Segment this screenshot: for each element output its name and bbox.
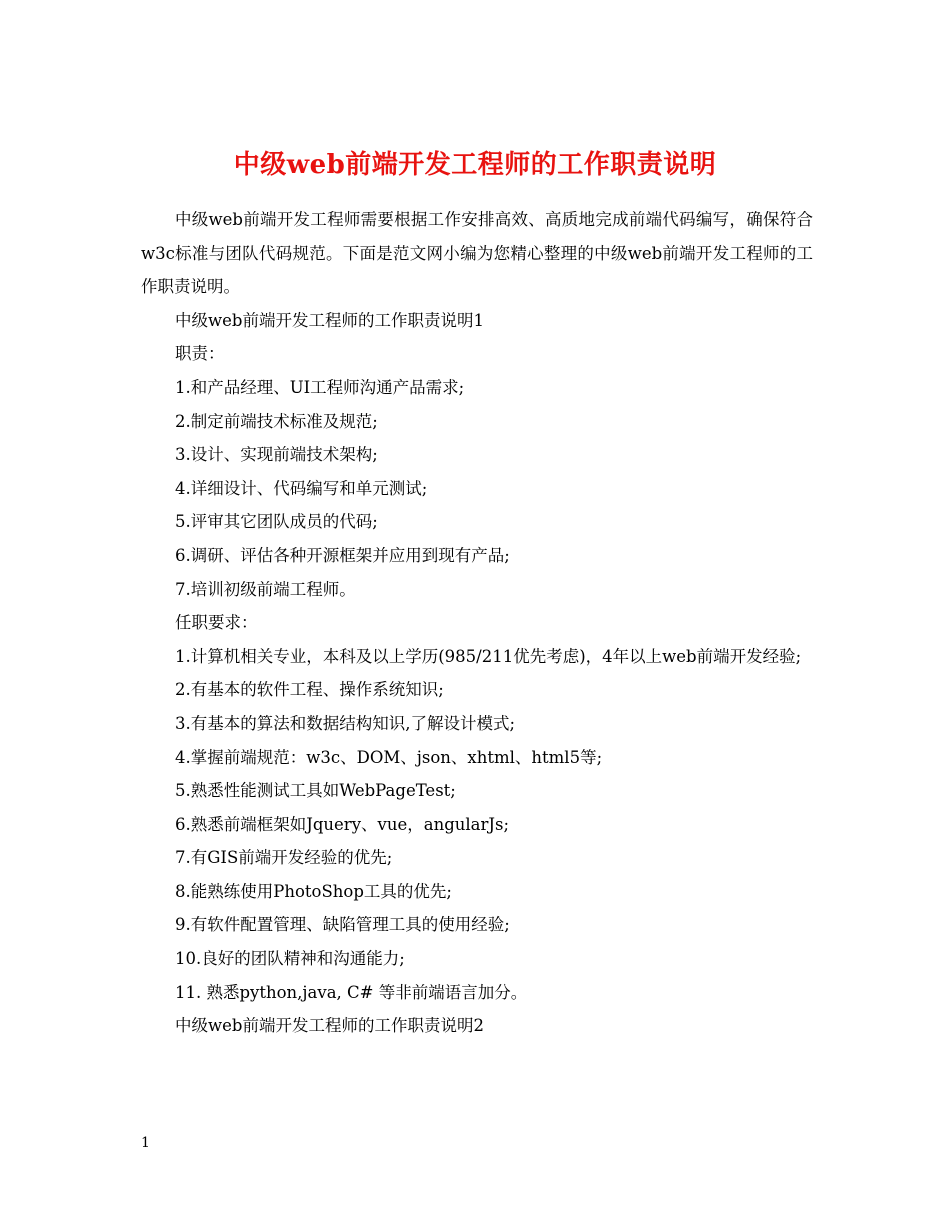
list-item: 8.能熟练使用PhotoShop工具的优先; [175,881,452,901]
list-item: 4.掌握前端规范：w3c、DOM、json、xhtml、html5等; [175,747,603,767]
list-item: 5.熟悉性能测试工具如WebPageTest; [175,781,456,801]
list-item: 1.计算机相关专业，本科及以上学历(985/211优先考虑)，4年以上web前端开发经验; [175,646,802,666]
responsibilities-label: 职责： [175,344,225,364]
list-item: 6.熟悉前端框架如Jquery、vue，angularJs; [175,814,510,834]
list-item: 2.有基本的软件工程、操作系统知识; [175,680,444,700]
list-item: 11. 熟悉python,java, C# 等非前端语言加分。 [175,982,528,1002]
list-item: 5.评审其它团队成员的代码; [175,512,378,532]
list-item: 2.制定前端技术标准及规范; [175,411,378,431]
list-item: 10.良好的团队精神和沟通能力; [175,949,405,969]
section-heading-2: 中级web前端开发工程师的工作职责说明2 [175,1016,484,1036]
list-item: 1.和产品经理、UI工程师沟通产品需求; [175,377,465,397]
document-body [141,203,813,1043]
list-item: 7.有GIS前端开发经验的优先; [175,848,393,868]
section-heading-1: 中级web前端开发工程师的工作职责说明1 [175,310,484,330]
list-item: 7.培训初级前端工程师。 [175,579,356,599]
list-item: 3.设计、实现前端技术架构; [175,445,378,465]
page-number: 1 [141,1135,150,1151]
intro-paragraph: 中级web前端开发工程师需要根据工作安排高效、高质地完成前端代码编写，确保符合w3c标准与团队代码规范。下面是范文网小编为您精心整理的中级web前端开发工程师的工作职责说明。 [141,210,813,297]
list-item: 9.有软件配置管理、缺陷管理工具的使用经验; [175,915,510,935]
document-title: 中级web前端开发工程师的工作职责说明 [233,150,717,181]
list-item: 4.详细设计、代码编写和单元测试; [175,478,428,498]
requirements-label: 任职要求： [175,613,258,633]
list-item: 6.调研、评估各种开源框架并应用到现有产品; [175,545,510,565]
list-item: 3.有基本的算法和数据结构知识,了解设计模式; [175,713,516,733]
